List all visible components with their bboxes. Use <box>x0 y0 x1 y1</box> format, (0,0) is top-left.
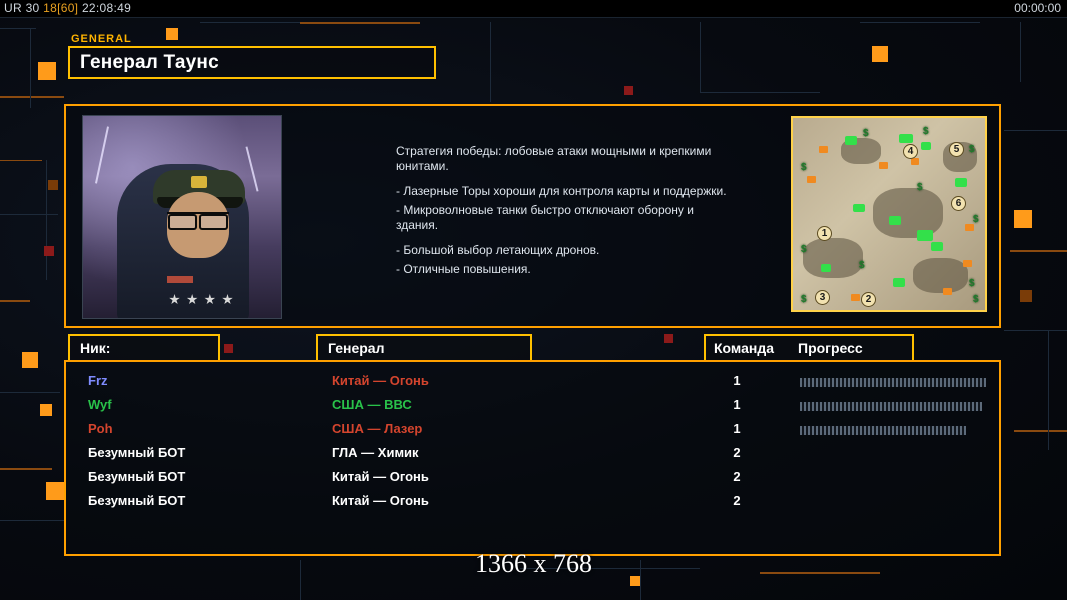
decor-node <box>1020 290 1032 302</box>
decor-line <box>1020 22 1021 82</box>
player-team: 1 <box>733 421 741 436</box>
decor-line <box>1010 250 1067 252</box>
decor-line <box>46 160 47 280</box>
map-structure <box>821 264 831 272</box>
supply-icon: $ <box>969 278 975 289</box>
supply-icon: $ <box>801 162 807 173</box>
star-icon <box>187 294 198 305</box>
decor-line <box>1004 330 1067 331</box>
map-structure <box>899 134 913 143</box>
general-name: Генерал Таунс <box>80 51 219 73</box>
medal-ribbon-icon <box>167 276 193 283</box>
supply-icon: $ <box>801 294 807 305</box>
decor-line <box>0 96 64 98</box>
rank-stars <box>169 294 233 306</box>
map-structure-neutral <box>851 294 860 301</box>
map-structure-neutral <box>819 146 828 153</box>
map-structure <box>955 178 967 187</box>
decor-node <box>48 180 58 190</box>
table-row[interactable] <box>66 442 999 466</box>
session-info <box>4 1 131 15</box>
decor-node <box>872 46 888 62</box>
player-general: Китай — Огонь <box>332 373 429 388</box>
column-header-team-label: Команда <box>714 340 774 356</box>
column-header-nick-label: Ник: <box>80 340 111 356</box>
description-line-1: Стратегия победы: лобовые атаки мощными и крепкими юнитами. <box>396 144 712 173</box>
terrain-blob <box>913 258 968 293</box>
map-structure <box>921 142 931 150</box>
map-structure-neutral <box>879 162 888 169</box>
decor-line <box>0 300 30 302</box>
decor-line <box>0 214 58 215</box>
description-line-5: - Отличные повышения. <box>396 262 531 276</box>
resolution-caption: 1366 x 768 <box>475 549 592 578</box>
decor-node <box>40 404 52 416</box>
star-icon <box>169 294 180 305</box>
player-nick: Frz <box>88 373 108 388</box>
map-structure-neutral <box>807 176 816 183</box>
cap-badge-icon <box>191 176 207 188</box>
supply-icon: $ <box>801 244 807 255</box>
description-line-2: - Лазерные Торы хороши для контроля карты и поддержки. <box>396 184 727 198</box>
decor-node <box>38 62 56 80</box>
player-team: 2 <box>733 493 741 508</box>
supply-icon: $ <box>917 182 923 193</box>
general-tab-label: GENERAL <box>68 33 135 47</box>
decor-line <box>1014 430 1067 432</box>
terrain-blob <box>803 238 863 278</box>
start-position-marker[interactable]: 3 <box>815 290 830 305</box>
player-progress-bar <box>800 378 986 387</box>
decor-node <box>22 352 38 368</box>
player-team: 1 <box>733 397 741 412</box>
session-info-suffix: 22:08:49 <box>78 1 132 15</box>
column-header-general <box>316 334 532 362</box>
player-nick: Безумный БОТ <box>88 445 186 460</box>
column-header-team-progress <box>704 334 914 362</box>
decor-line <box>0 392 60 393</box>
supply-icon: $ <box>973 294 979 305</box>
map-structure <box>853 204 865 212</box>
start-position-marker[interactable]: 5 <box>949 142 964 157</box>
session-info-prefix: UR 30 <box>4 1 44 15</box>
star-icon <box>204 294 215 305</box>
column-header-general-label: Генерал <box>328 340 385 356</box>
decor-line <box>700 22 701 92</box>
top-status-bar <box>0 0 1067 18</box>
map-structure <box>893 278 905 287</box>
player-general: Китай — Огонь <box>332 469 429 484</box>
decor-node <box>224 344 233 353</box>
general-name-box[interactable] <box>68 46 436 79</box>
general-description <box>396 144 736 287</box>
player-general: США — ВВС <box>332 397 412 412</box>
player-team: 1 <box>733 373 741 388</box>
column-header-progress-label: Прогресс <box>798 340 863 356</box>
map-structure <box>889 216 901 225</box>
table-row[interactable] <box>66 418 999 442</box>
table-row[interactable] <box>66 490 999 514</box>
general-info-panel <box>64 104 1001 328</box>
map-structure-neutral <box>911 158 919 165</box>
player-team: 2 <box>733 445 741 460</box>
table-row[interactable] <box>66 370 999 394</box>
decor-line <box>300 22 420 24</box>
decor-line <box>700 92 820 93</box>
match-timer: 00:00:00 <box>1014 1 1061 15</box>
decor-node <box>664 334 673 343</box>
player-nick: Безумный БОТ <box>88 469 186 484</box>
player-progress-bar <box>800 402 982 411</box>
map-structure <box>917 230 933 241</box>
supply-icon: $ <box>969 144 975 155</box>
description-line-4: - Большой выбор летающих дронов. <box>396 243 600 257</box>
player-general: Китай — Огонь <box>332 493 429 508</box>
session-info-highlight: 18[60] <box>43 1 79 15</box>
start-position-marker[interactable]: 2 <box>861 292 876 307</box>
decor-line <box>1048 330 1049 450</box>
player-nick: Wyf <box>88 397 112 412</box>
map-structure <box>931 242 943 251</box>
decor-line <box>0 520 64 521</box>
player-nick: Безумный БОТ <box>88 493 186 508</box>
map-structure <box>845 136 857 145</box>
start-position-marker[interactable]: 1 <box>817 226 832 241</box>
decor-node <box>166 28 178 40</box>
decor-node <box>624 86 633 95</box>
map-structure-neutral <box>965 224 974 231</box>
decor-line <box>30 28 31 108</box>
decor-node <box>1014 210 1032 228</box>
description-line-3: - Микроволновые танки быстро отключают оборону и здания. <box>396 203 694 232</box>
player-team: 2 <box>733 469 741 484</box>
decor-line <box>0 160 42 161</box>
supply-icon: $ <box>923 126 929 137</box>
map-structure-neutral <box>943 288 952 295</box>
decor-line <box>1004 130 1067 131</box>
glasses-icon <box>167 212 229 224</box>
decor-node <box>46 482 64 500</box>
portrait-figure <box>117 164 249 319</box>
decor-line <box>490 22 491 102</box>
player-general: ГЛА — Химик <box>332 445 419 460</box>
player-progress-bar <box>800 426 966 435</box>
player-general: США — Лазер <box>332 421 423 436</box>
general-portrait <box>82 115 282 319</box>
table-row[interactable] <box>66 394 999 418</box>
decor-line <box>860 22 980 23</box>
star-icon <box>222 294 233 305</box>
player-list <box>64 360 1001 556</box>
supply-icon: $ <box>859 260 865 271</box>
start-position-marker[interactable]: 6 <box>951 196 966 211</box>
player-nick: Poh <box>88 421 113 436</box>
table-row[interactable] <box>66 466 999 490</box>
decor-line <box>0 468 52 470</box>
decor-node <box>44 246 54 256</box>
start-position-marker[interactable]: 4 <box>903 144 918 159</box>
map-structure-neutral <box>963 260 972 267</box>
supply-icon: $ <box>973 214 979 225</box>
supply-icon: $ <box>863 128 869 139</box>
column-header-nick <box>68 334 220 362</box>
map-preview[interactable] <box>791 116 987 312</box>
